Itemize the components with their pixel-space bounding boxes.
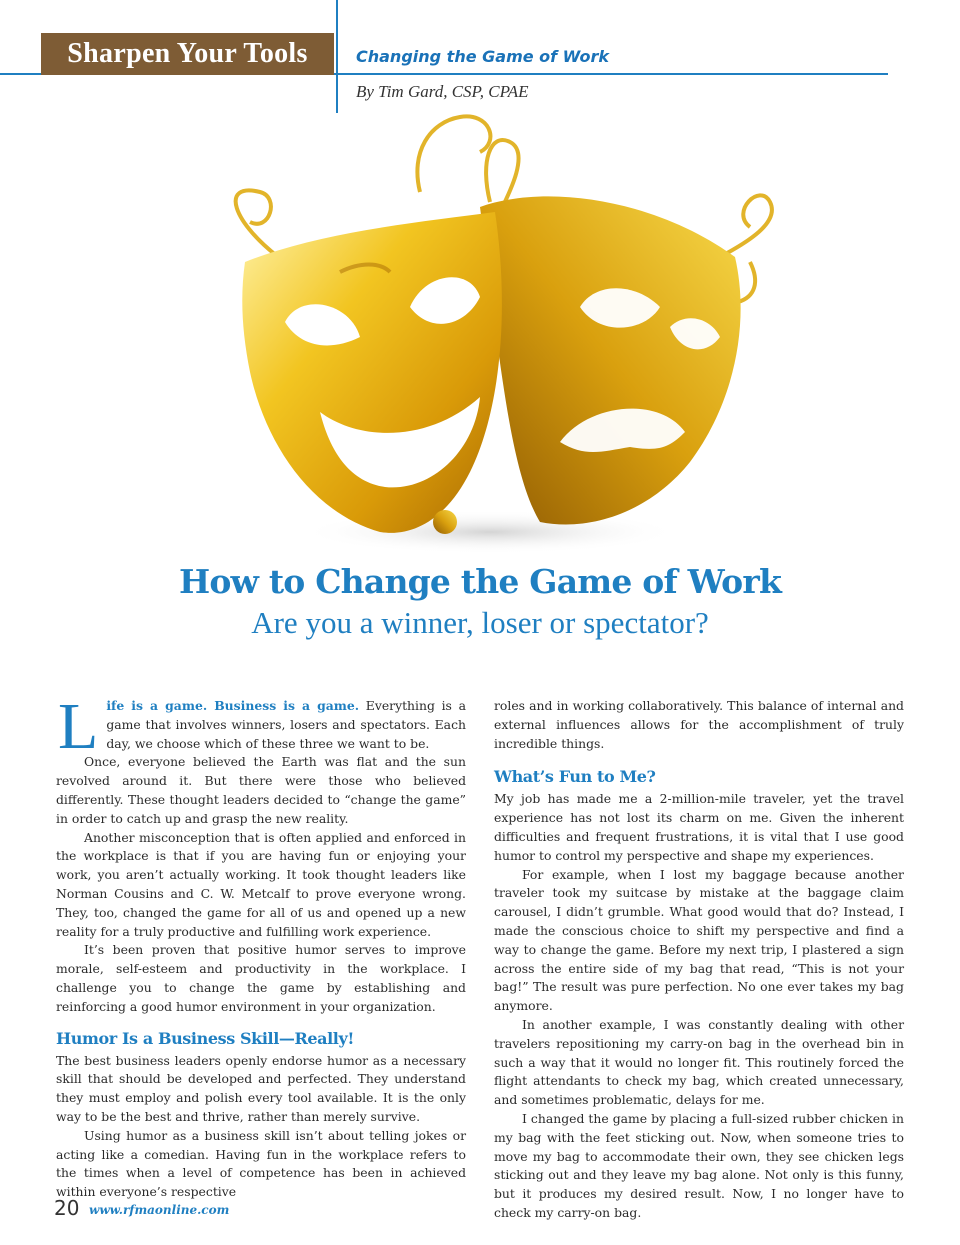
paragraph bbox=[56, 690, 466, 763]
ribbon-right-end bbox=[738, 262, 755, 302]
paragraph-text: Everything is a game that involves winners, losers and spectators. Each day, we choose which of these three we want to be. bbox=[106, 698, 466, 751]
paragraph: For example, when I lost my baggage because another traveler took my suitcase by mistake at the baggage claim carousel, I didn’t grumble. What good would that do? Instead, I made the conscious choice to shift my perspective and find a way to change the game. Before my next trip, I plastered a sign across the entire side of my bag that read, “This is not your bag!” The result was pure perfection. No one ever takes my bag anymore. bbox=[494, 866, 904, 1014]
byline: By Tim Gard, CSP, CPAE bbox=[356, 82, 529, 101]
paragraph: Another misconception that is often applied and enforced in the workplace is that if you are having fun or enjoying your work, you aren’t actually working. It took thought leaders like Norman Cousins and C. W. Metcalf to prove everyone wrong. They, too, changed the game for all of us and opened up a new reality for a truly productive and fulfilling work experience. bbox=[56, 829, 466, 939]
lead-in: ife is a game. Business is a game. bbox=[106, 698, 360, 713]
page-number: 20 bbox=[54, 1196, 80, 1220]
section-tab: Sharpen Your Tools bbox=[41, 33, 334, 75]
paragraph: The best business leaders openly endorse humor as a necessary skill that should be developed and perfected. They understand they must employ and polish every tool available. It is the only way to be the best and thrive, rather than merely survive. bbox=[56, 1052, 466, 1124]
paragraph: I changed the game by placing a full-sized rubber chicken in my bag with the feet sticking out. Now, when someone tries to move my bag to accommodate their own, they see chicken legs sticking out and they leave my bag alone. Not only is this funny, but it produces my desired result. Now, I no longer have to check my carry-on bag. bbox=[494, 1110, 904, 1220]
header-divider-vertical bbox=[336, 0, 338, 113]
column-right bbox=[494, 697, 904, 1223]
article-headline: How to Change the Game of Work bbox=[178, 562, 782, 601]
footer-url-link[interactable]: www.rfmaonline.com bbox=[89, 1203, 230, 1217]
paragraph: In another example, I was constantly dealing with other travelers repositioning my carry-on bag in the overhead bin in such a way that it would no longer fit. This routinely forced the flight attendants to check my bag, which created unnecessary, and sometimes problematic, delays for me. bbox=[494, 1016, 904, 1108]
ribbon-top-left bbox=[417, 116, 490, 192]
drop-cap: L bbox=[58, 690, 99, 763]
tragedy-mask-icon bbox=[480, 196, 741, 524]
column-left bbox=[56, 690, 466, 1202]
paragraph: My job has made me a 2-million-mile traveler, yet the travel experience has not lost its charm on me. Given the inherent difficulties and frequent frustrations, it is vital that I use good humor to control my perspective and shape my experiences. bbox=[494, 791, 904, 863]
section-heading: Humor Is a Business Skill—Really! bbox=[56, 1028, 354, 1048]
paragraph: roles and in working collaboratively. This balance of internal and external influences allows for the accomplishment of truly incredible things. bbox=[494, 698, 904, 751]
comedy-tragedy-masks-icon bbox=[190, 112, 790, 562]
comedy-mask-icon bbox=[242, 212, 502, 534]
paragraph: It’s been proven that positive humor serves to improve morale, self-esteem and productivity in the workplace. I challenge you to change the game by establishing and reinforcing a good humor environment in your organization. bbox=[56, 942, 466, 1014]
paragraph: Using humor as a business skill isn’t about telling jokes or acting like a comedian. Having fun in the workplace refers to the times when a level of competence has been in achieved within everyone’s respective bbox=[56, 1127, 466, 1200]
article-subhead: Are you a winner, loser or spectator? bbox=[251, 605, 709, 640]
section-heading: What’s Fun to Me? bbox=[494, 767, 656, 787]
running-title: Changing the Game of Work bbox=[356, 47, 609, 66]
paragraph: Once, everyone believed the Earth was flat and the sun revolved around it. But there were those who believed differently. These thought leaders decided to “change the game” in order to catch up and grasp the new reality. bbox=[56, 754, 466, 826]
